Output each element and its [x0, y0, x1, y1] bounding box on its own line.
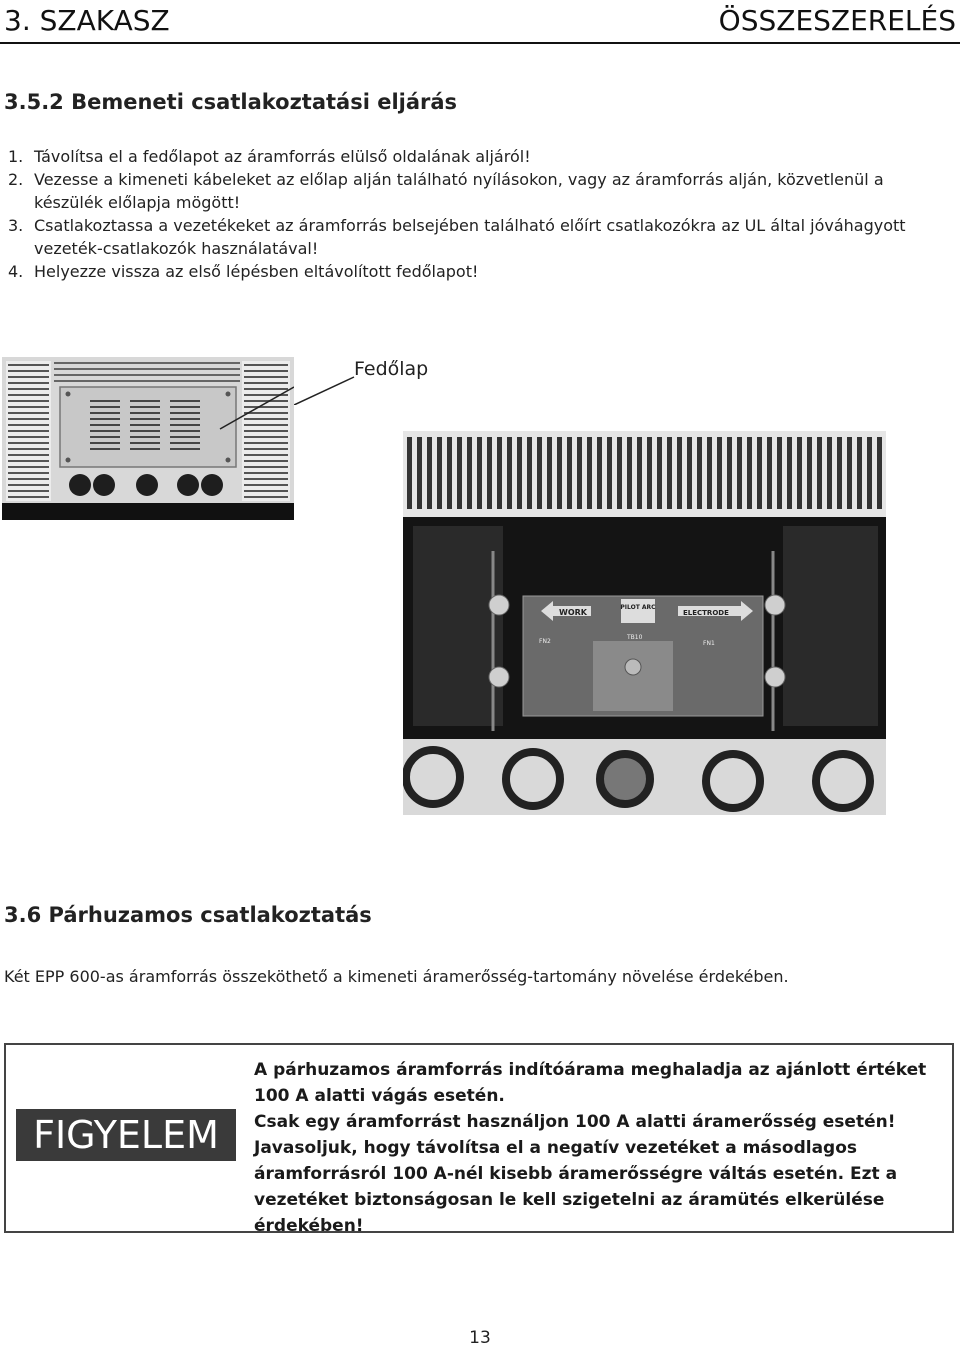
section-352-title: 3.5.2 Bemeneti csatlakoztatási eljárás — [4, 90, 458, 114]
top-vent-slots — [403, 431, 886, 517]
warning-box — [4, 1043, 954, 1236]
step-text: Távolítsa el a fedőlapot az áramforrás elülső oldalának aljáról! — [34, 147, 531, 166]
list-item — [4, 145, 956, 168]
chapter-title: ÖSSZESZERELÉS — [718, 4, 956, 37]
warning-line: Javasoljuk, hogy távolítsa el a negatív vezetéket a másodlagos áramforrásról 100 A-nél kisebb áramerősségre váltás esetén. Ezt a vezetéket biztonságosan le kell szigetelni az áramütés elkerülése érdekében! — [254, 1138, 898, 1236]
step-number: 3. — [8, 216, 24, 235]
cable-grommets — [403, 739, 886, 815]
section-36-intro: Két EPP 600-as áramforrás összeköthető a kimeneti áramerősség-tartomány növelése érdekében. — [4, 967, 789, 986]
step-text: Vezesse a kimeneti kábeleket az előlap alján található nyílásokon, vagy az áramforrás alján, közvetlenül a készülék előlapja mögött! — [34, 170, 884, 212]
warning-line: A párhuzamos áramforrás indítóárama meghaladja az ajánlott értéket 100 A alatti vágás esetén. — [254, 1060, 927, 1106]
step-text: Csatlakoztassa a vezetékeket az áramforrás belsejében található előírt csatlakozókra az UL által jóváhagyott vezeték-csatlakozók használatával! — [34, 216, 906, 258]
section-number: 3. SZAKASZ — [4, 4, 170, 37]
step-number: 4. — [8, 262, 24, 281]
list-item — [4, 260, 956, 283]
terminal-label-fn2: FN2 — [539, 638, 551, 645]
callout-leader-line — [294, 375, 356, 405]
step-number: 1. — [8, 147, 24, 166]
terminal-label-pilot-arc: PILOT ARC — [620, 604, 656, 611]
front-panel-photo — [2, 357, 294, 520]
step-text: Helyezze vissza az első lépésben eltávolított fedőlapot! — [34, 262, 479, 281]
cover-plate — [60, 387, 236, 467]
vent-slots-left — [6, 361, 51, 501]
warning-text — [254, 1057, 950, 1239]
terminal-label-work: WORK — [559, 608, 587, 617]
page-number: 13 — [469, 1328, 491, 1348]
list-item — [4, 168, 956, 214]
figure-label-fedolap: Fedőlap — [354, 358, 429, 380]
terminal-label-fn1: FN1 — [703, 640, 715, 647]
section-36-title: 3.6 Párhuzamos csatlakoztatás — [4, 903, 372, 927]
terminal-block — [523, 596, 763, 716]
list-item — [4, 214, 956, 260]
page-header — [0, 0, 960, 44]
terminal-label-tb10: TB10 — [627, 634, 643, 641]
warning-line: Csak egy áramforrást használjon 100 A alatti áramerősség esetén! — [254, 1112, 896, 1132]
terminal-area-photo — [403, 431, 886, 815]
vent-slots-right — [242, 361, 290, 501]
warning-badge: FIGYELEM — [16, 1109, 236, 1161]
terminal-label-electrode: ELECTRODE — [683, 609, 729, 617]
step-list — [4, 145, 956, 283]
step-number: 2. — [8, 170, 24, 189]
